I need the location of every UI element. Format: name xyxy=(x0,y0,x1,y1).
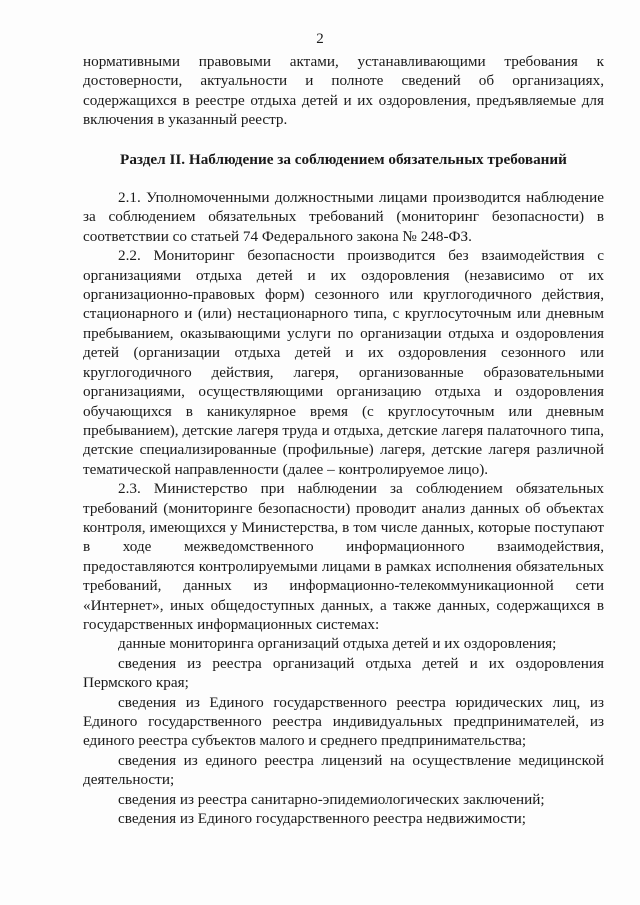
paragraph-2-1: 2.1. Уполномоченными должностными лицами производится наблюдение за соблюдением обязательных требований (мониторинг безопасности) в соответствии со статьей 74 Федерального закона № 248-ФЗ. xyxy=(83,189,604,245)
list-item-egrul-egrip: сведения из Единого государственного реестра юридических лиц, из Единого государственного реестра индивидуальных предпринимателей, из единого реестра субъектов малого и среднего предпринимательства; xyxy=(83,693,604,750)
paragraph-2-2: 2.2. Мониторинг безопасности производится без взаимодействия с организациями отдыха детей и их оздоровления (независимо от их организационно-правовых форм) сезонного или круглогодичного действия, стационарного и (или) нестационарного типа, с круглосуточным или дневным пребыванием, оказывающими услуги по организации отдыха и оздоровления детей (организации отдыха детей и их оздоровления сезонного или круглогодичного действия, лагеря, организованные образовательными организациями, осуществляющими организацию отдыха и оздоровления обучающихся в каникулярное время (с круглосуточным или дневным пребыванием), детские лагеря труда и отдыха, детские лагеря палаточного типа, детские специализированные (профильные) лагеря, детские лагеря различной тематической направленности (далее – контролируемое лицо). xyxy=(83,247,604,478)
list-item-monitoring-data: данные мониторинга организаций отдыха детей и их оздоровления; xyxy=(118,635,557,653)
section-heading: Раздел II. Наблюдение за соблюдением обязательных требований xyxy=(120,150,567,168)
page-number: 2 xyxy=(316,31,324,47)
list-item-sanitary-conclusions: сведения из реестра санитарно-эпидемиологических заключений; xyxy=(118,790,545,808)
list-item-real-estate-registry: сведения из Единого государственного реестра недвижимости; xyxy=(118,810,527,828)
document-body xyxy=(83,52,604,828)
list-item-medical-licenses: сведения из единого реестра лицензий на осуществление медицинской деятельности; xyxy=(83,751,604,789)
paragraph-2-3: 2.3. Министерство при наблюдении за соблюдением обязательных требований (мониторинге безопасности) проводит анализ данных об объектах контроля, имеющихся у Министерства, в том числе данных, которые поступают в ходе межведомственного информационного взаимодействия, предоставляются контролируемыми лицами в рамках исполнения обязательных требований, данных из информационно-телекоммуникационной сети «Интернет», иных общедоступных данных, а также данных, содержащихся в государственных информационных системах: xyxy=(83,480,604,633)
paragraph-continuation: нормативными правовыми актами, устанавливающими требования к достоверности, актуальности и полноте сведений об организациях, содержащихся в реестре отдыха детей и их оздоровления, предъявляемые для включения в указанный реестр. xyxy=(83,53,604,129)
list-item-registry-perm: сведения из реестра организаций отдыха детей и их оздоровления Пермского края; xyxy=(83,654,604,692)
